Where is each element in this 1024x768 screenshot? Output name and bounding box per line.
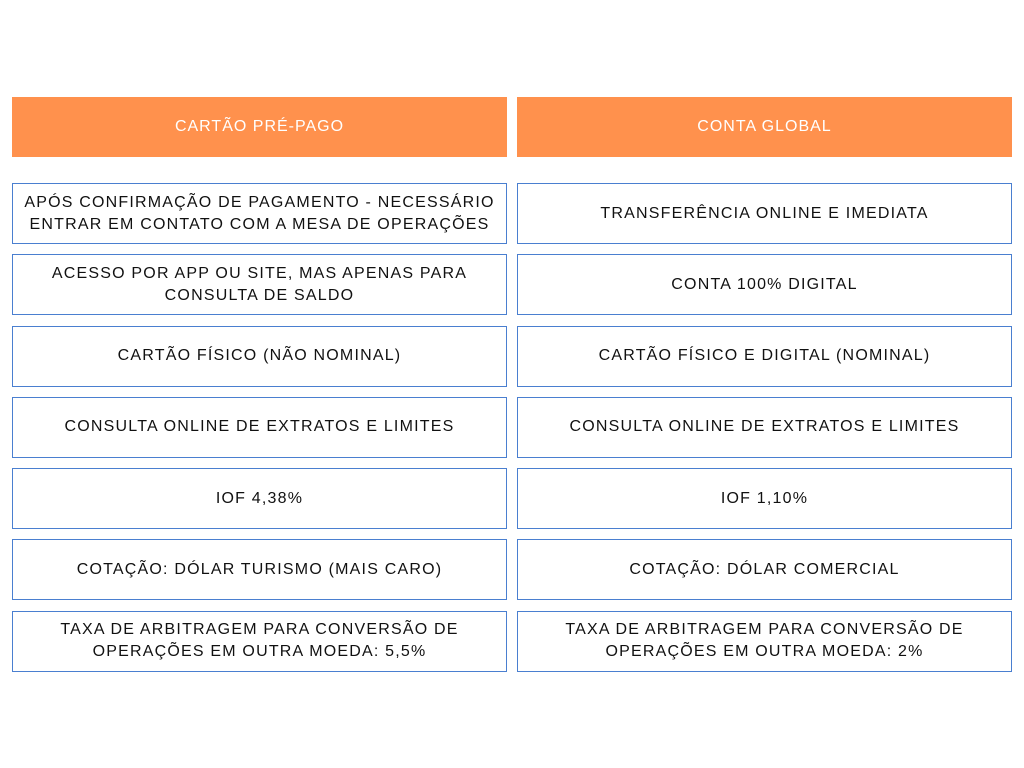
table-cell: COTAÇÃO: DÓLAR TURISMO (MAIS CARO) bbox=[12, 539, 507, 600]
column-cartao-pre-pago bbox=[12, 97, 507, 672]
table-cell: TAXA DE ARBITRAGEM PARA CONVERSÃO DE OPERAÇÕES EM OUTRA MOEDA: 5,5% bbox=[12, 611, 507, 672]
table-cell: CONSULTA ONLINE DE EXTRATOS E LIMITES bbox=[517, 397, 1012, 458]
table-cell: CARTÃO FÍSICO (NÃO NOMINAL) bbox=[12, 326, 507, 387]
table-cell: APÓS CONFIRMAÇÃO DE PAGAMENTO - NECESSÁRIO ENTRAR EM CONTATO COM A MESA DE OPERAÇÕES bbox=[12, 183, 507, 244]
column-header: CONTA GLOBAL bbox=[517, 97, 1012, 157]
table-cell: TRANSFERÊNCIA ONLINE E IMEDIATA bbox=[517, 183, 1012, 244]
table-cell: IOF 4,38% bbox=[12, 468, 507, 529]
table-cell: CONTA 100% DIGITAL bbox=[517, 254, 1012, 315]
table-cell: CONSULTA ONLINE DE EXTRATOS E LIMITES bbox=[12, 397, 507, 458]
table-cell: CARTÃO FÍSICO E DIGITAL (NOMINAL) bbox=[517, 326, 1012, 387]
column-header: CARTÃO PRÉ-PAGO bbox=[12, 97, 507, 157]
table-cell: COTAÇÃO: DÓLAR COMERCIAL bbox=[517, 539, 1012, 600]
table-cell: TAXA DE ARBITRAGEM PARA CONVERSÃO DE OPERAÇÕES EM OUTRA MOEDA: 2% bbox=[517, 611, 1012, 672]
column-conta-global bbox=[517, 97, 1012, 672]
table-cell: IOF 1,10% bbox=[517, 468, 1012, 529]
table-cell: ACESSO POR APP OU SITE, MAS APENAS PARA CONSULTA DE SALDO bbox=[12, 254, 507, 315]
